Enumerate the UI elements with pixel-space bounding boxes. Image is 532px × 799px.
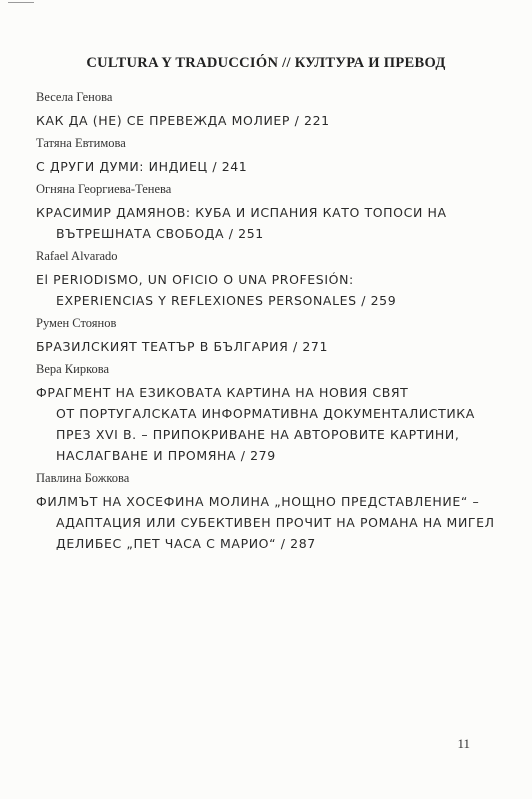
entry-author: Огняна Георгиева-Тенева <box>36 182 172 196</box>
entry-author: Вера Киркова <box>36 362 110 376</box>
table-of-contents <box>36 88 516 557</box>
section-title: CULTURA Y TRADUCCIÓN // КУЛТУРА И ПРЕВОД <box>86 55 446 71</box>
entry-author: Румен Стоянов <box>36 316 117 330</box>
entry-title-line: ОТ ПОРТУГАЛСКАТА ИНФОРМАТИВНА ДОКУМЕНТАЛИСТИКА <box>56 406 475 421</box>
toc-entry <box>36 180 516 244</box>
entry-title-line: БРАЗИЛСКИЯТ ТЕАТЪР В БЪЛГАРИЯ / 271 <box>36 339 329 354</box>
entry-title-line: EXPERIENCIAS Y REFLEXIONES PERSONALES / 259 <box>56 293 397 308</box>
toc-entry <box>36 314 516 357</box>
entry-author: Rafael Alvarado <box>36 249 118 263</box>
entry-title-line: АДАПТАЦИЯ ИЛИ СУБЕКТИВЕН ПРОЧИТ НА РОМАНА НА МИГЕЛ <box>56 515 495 530</box>
toc-entry <box>36 360 516 466</box>
entry-title-line: ФРАГМЕНТ НА ЕЗИКОВАТА КАРТИНА НА НОВИЯ СВЯТ <box>36 385 409 400</box>
entry-author: Татяна Евтимова <box>36 136 126 150</box>
entry-author: Весела Генова <box>36 90 113 104</box>
entry-title-line: El PERIODISMO, UN OFICIO O UNA PROFESIÓN: <box>36 272 354 287</box>
entry-title-line: ФИЛМЪТ НА ХОСЕФИНА МОЛИНА „НОЩНО ПРЕДСТАВЛЕНИЕ“ – <box>36 494 480 509</box>
entry-title-line: НАСЛАГВАНЕ И ПРОМЯНА / 279 <box>56 448 276 463</box>
toc-entry <box>36 88 516 131</box>
entry-title-line: ВЪТРЕШНАТА СВОБОДА / 251 <box>56 226 264 241</box>
entry-title-line: КРАСИМИР ДАМЯНОВ: КУБА И ИСПАНИЯ КАТО ТОПОСИ НА <box>36 205 447 220</box>
scan-mark <box>8 2 34 3</box>
toc-entry <box>36 134 516 177</box>
page-number: 11 <box>457 736 470 751</box>
entry-title-line: ДЕЛИБЕС „ПЕТ ЧАСА С МАРИО“ / 287 <box>56 536 316 551</box>
entry-title-line: ПРЕЗ XVI В. – ПРИПОКРИВАНЕ НА АВТОРОВИТЕ КАРТИНИ, <box>56 427 460 442</box>
entry-title-line: КАК ДА (НЕ) СЕ ПРЕВЕЖДА МОЛИЕР / 221 <box>36 113 330 128</box>
toc-entry <box>36 469 516 554</box>
toc-entry <box>36 247 516 311</box>
entry-author: Павлина Божкова <box>36 471 130 485</box>
entry-title-line: С ДРУГИ ДУМИ: ИНДИЕЦ / 241 <box>36 159 248 174</box>
